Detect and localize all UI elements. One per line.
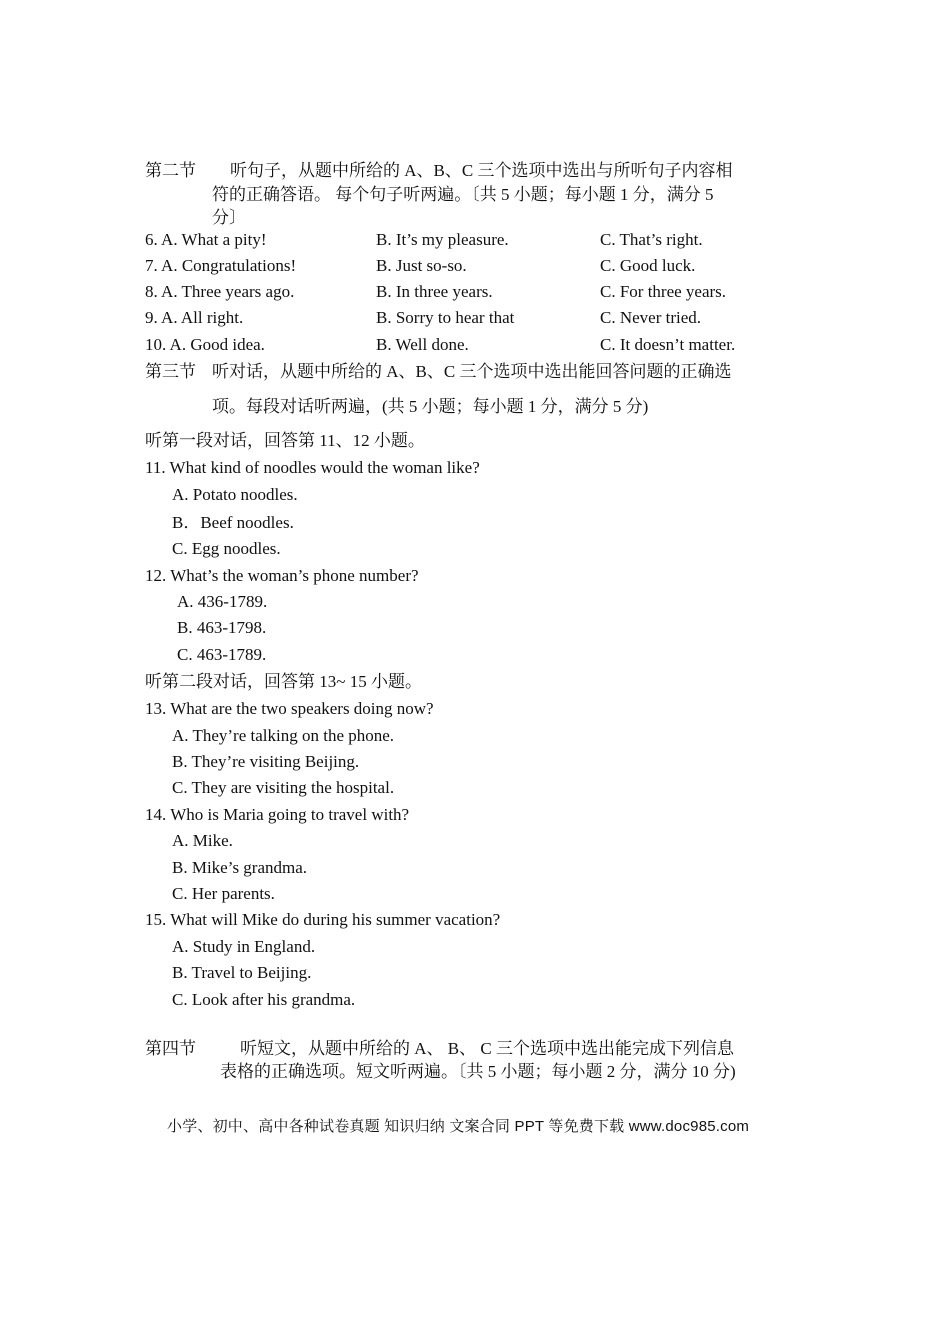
q15-option-b: B. Travel to Beijing. <box>172 963 312 982</box>
section4-instruction-line1: 听短文，从题中所给的 A、 B、 C 三个选项中选出能完成下列信息 <box>240 1039 734 1058</box>
section2-instruction-line2: 符的正确答语。 每个句子听两遍。〔共 5 小题；每小题 1 分，满分 5 <box>212 185 714 204</box>
section2-label: 第二节 <box>145 161 196 180</box>
q14-option-a: A. Mike. <box>172 831 233 850</box>
q13-option-a: A. They’re talking on the phone. <box>172 726 395 745</box>
q15-option-a: A. Study in England. <box>172 937 316 956</box>
q7-option-b: B. Just so-so. <box>376 256 467 275</box>
dialog1-heading: 听第一段对话，回答第 11、12 小题。 <box>145 431 425 450</box>
q8-option-c: C. For three years. <box>600 282 727 301</box>
q10-option-b: B. Well done. <box>376 335 469 354</box>
q6-option-a: 6. A. What a pity! <box>145 230 267 249</box>
section2-instruction-line3: 分〕 <box>212 208 246 227</box>
q10-option-a: 10. A. Good idea. <box>145 335 265 354</box>
q6-option-b: B. It’s my pleasure. <box>376 230 509 249</box>
section4-instruction-line2: 表格的正确选项。短文听两遍。〔共 5 小题；每小题 2 分，满分 10 分) <box>220 1062 736 1081</box>
section3-instruction-line1: 听对话，从题中所给的 A、B、C 三个选项中选出能回答问题的正确选 <box>212 362 732 381</box>
q11-option-b: B．Beef noodles. <box>172 513 294 532</box>
q12-question: 12. What’s the woman’s phone number? <box>145 566 419 585</box>
q14-option-c: C. Her parents. <box>172 884 275 903</box>
q13-question: 13. What are the two speakers doing now? <box>145 699 434 718</box>
q15-option-c: C. Look after his grandma. <box>172 990 356 1009</box>
q10-option-c: C. It doesn’t matter. <box>600 335 736 354</box>
footer-banner: 小学、初中、高中各种试卷真题 知识归纳 文案合同 PPT 等免费下载 www.doc985.com <box>167 1118 750 1135</box>
q11-question: 11. What kind of noodles would the woman like? <box>145 458 480 477</box>
section3-instruction-line2: 项。每段对话听两遍，(共 5 小题；每小题 1 分，满分 5 分) <box>212 397 649 416</box>
q9-option-c: C. Never tried. <box>600 308 702 327</box>
q15-question: 15. What will Mike do during his summer vacation? <box>145 910 501 929</box>
q9-option-a: 9. A. All right. <box>145 308 244 327</box>
q11-option-c: C. Egg noodles. <box>172 539 281 558</box>
q12-option-b: B. 463-1798. <box>177 618 267 637</box>
dialog2-heading: 听第二段对话，回答第 13~ 15 小题。 <box>145 672 422 691</box>
q7-option-c: C. Good luck. <box>600 256 696 275</box>
q11-option-a: A. Potato noodles. <box>172 485 298 504</box>
q13-option-c: C. They are visiting the hospital. <box>172 778 395 797</box>
section4-label: 第四节 <box>145 1039 196 1058</box>
section3-label: 第三节 <box>145 362 196 381</box>
q8-option-a: 8. A. Three years ago. <box>145 282 295 301</box>
q13-option-b: B. They’re visiting Beijing. <box>172 752 360 771</box>
q12-option-a: A. 436-1789. <box>177 592 268 611</box>
q6-option-c: C. That’s right. <box>600 230 703 249</box>
q14-option-b: B. Mike’s grandma. <box>172 858 308 877</box>
q12-option-c: C. 463-1789. <box>177 645 267 664</box>
section2-instruction-line1: 听句子，从题中所给的 A、B、C 三个选项中选出与所听句子内容相 <box>230 161 733 180</box>
q8-option-b: B. In three years. <box>376 282 493 301</box>
q9-option-b: B. Sorry to hear that <box>376 308 515 327</box>
q14-question: 14. Who is Maria going to travel with? <box>145 805 410 824</box>
q7-option-a: 7. A. Congratulations! <box>145 256 297 275</box>
